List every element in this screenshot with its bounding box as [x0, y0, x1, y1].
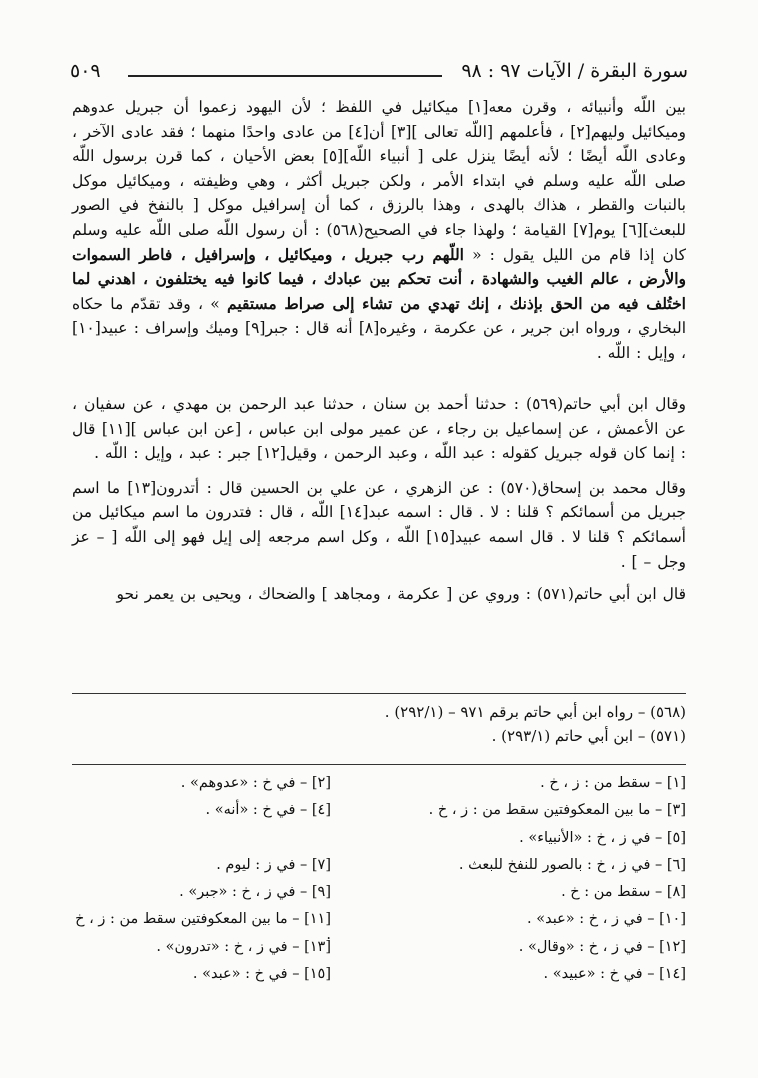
note-item: [١٤] – في خ : «عبيد» .: [543, 966, 686, 983]
note-item: [١٥] – في خ : «عبد» .: [192, 966, 331, 983]
note-item: [٤] – في خ : «أنه» .: [205, 802, 331, 819]
note-row: [72, 775, 686, 802]
note-row: [72, 939, 686, 966]
footnote-separator: [72, 693, 686, 694]
header-rule: [128, 75, 442, 77]
note-row: [72, 830, 686, 857]
note-item: [١١] – ما بين المعكوفتين سقط من : ز ، خ .: [75, 911, 331, 944]
note-item: [٧] – في ز : ليوم .: [216, 856, 331, 873]
notes-separator: [72, 764, 686, 765]
variant-notes: [72, 764, 686, 993]
note-row: [72, 802, 686, 829]
note-item: [٥] – في ز ، خ : «الأنبياء» .: [519, 829, 686, 846]
paragraph-3: وقال محمد بن إسحاق(٥٧٠) : عن الزهري ، عن علي بن الحسين قال : أتدرون[١٣] ما اسم جبريل من أسمائكم ؟ قلنا : لا . قال : اسمه عبد[١٤] اللّه ، قال : فتدرون ما اسم ميكائيل من أسمائكم ؟ قلنا لا . قال اسمه عبيد[١٥] اللّه ، وكل اسم مرجعه إلى إيل فهو إلى اللّه [ – عز وجل – ] .: [72, 478, 686, 571]
note-item: [١] – سقط من : ز ، خ .: [540, 775, 686, 791]
note-row: [72, 884, 686, 911]
source-note-571: (٥٧١) – ابن أبي حاتم (٢٩٣/١) .: [491, 727, 686, 745]
note-item: [٨] – سقط من : خ .: [561, 884, 686, 901]
note-item: [٢] – في خ : «عدوهم» .: [180, 775, 331, 791]
note-item: [١٠] – في ز ، خ : «عبد» .: [527, 911, 686, 928]
note-row: [72, 857, 686, 884]
note-item: [١٣] – في ز ، خ : «تدرون» .: [156, 938, 331, 955]
note-row: [72, 911, 686, 944]
paragraph-1-text-a: بين اللّه وأنبيائه ، وقرن معه[١] ميكائيل في اللفظ ؛ لأن اليهود زعموا أن جبريل عدوهم وميكائيل وليهم[٢] ، فأعلمهم [اللّه تعالى ][٣] أن[٤] من عادى واحدًا منهما ؛ فقد عادى الآخر ، وعادى اللّه أيضًا ؛ لأنه أيضًا ينزل على [ أنبياء اللّه][٥] بعض الأحيان ، كما قرن برسول اللّه صلى اللّه عليه وسلم في ابتداء الأمر ، ولكن جبريل أكثر ، وهي وظيفته ، وميكائيل موكل بالنبات والقطر ، هذاك بالهدى ، وهذا بالرزق ، كما أن إسرافيل موكل [ بالنفخ في الصور للبعث][٦] يوم[٧] القيامة ؛ ولهذا جاء في الصحيح(٥٦٨) : أن رسول اللّه صلى اللّه عليه وسلم كان إذا قام من الليل يقول : «: [72, 98, 686, 264]
hadith-quote: اللّهم رب جبريل ، وميكائيل ، وإسرافيل ، فاطر السموات والأرض ، عالم الغيب والشهادة ، أنت تحكم بين عبادك ، فيما كانوا فيه يختلفون ، اهدني لما اختُلف فيه من الحق بإذنك ، إنك تهدي من تشاء إلى صراط مستقيم: [72, 244, 686, 313]
note-item: [١٢] – في ز ، خ : «وقال» .: [518, 938, 686, 955]
page-header: [70, 58, 688, 92]
note-item: [٩] – في ز ، خ : «جبر» .: [179, 884, 331, 901]
paragraph-2: وقال ابن أبي حاتم(٥٦٩) : حدثنا أحمد بن سنان ، حدثنا عبد الرحمن بن مهدي ، عن سفيان ، عن الأعمش ، عن إسماعيل بن رجاء ، عن عمير مولى ابن عباس ، [عن ابن عباس ][١١] قال : إنما كان قوله جبريل كقوله : عبد اللّه ، وعبد الرحمن ، وقيل[١٢] جبر : عبد ، وإيل : اللّه .: [72, 395, 686, 463]
main-text: [72, 95, 686, 607]
note-item: [٣] – ما بين المعكوفتين سقط من : ز ، خ .: [428, 802, 686, 819]
paragraph-1-text-b: » ، وقد تقدّم ما حكاه البخاري ، ورواه ابن جرير ، عن عكرمة ، وغيره[٨] أنه قال : جبر[٩] وميك وإسراف : عبيد[١٠] ، وإيل : اللّه .: [72, 294, 686, 362]
source-footnotes: [72, 693, 686, 748]
running-title: سورة البقرة / الآيات ٩٧ : ٩٨: [461, 60, 688, 82]
page-number: ٥٠٩: [70, 60, 101, 82]
note-row: [72, 966, 686, 993]
paragraph-1: [72, 95, 686, 382]
note-item: [٦] – في ز ، خ : بالصور للنفخ للبعث .: [458, 856, 686, 873]
paragraph-4: قال ابن أبي حاتم(٥٧١) : وروي عن [ عكرمة ، ومجاهد ] والضحاك ، ويحيى بن يعمر نحو: [116, 585, 686, 604]
source-note-568: (٥٦٨) – رواه ابن أبي حاتم برقم ٩٧١ – (٢٩٢/١) .: [384, 703, 686, 721]
